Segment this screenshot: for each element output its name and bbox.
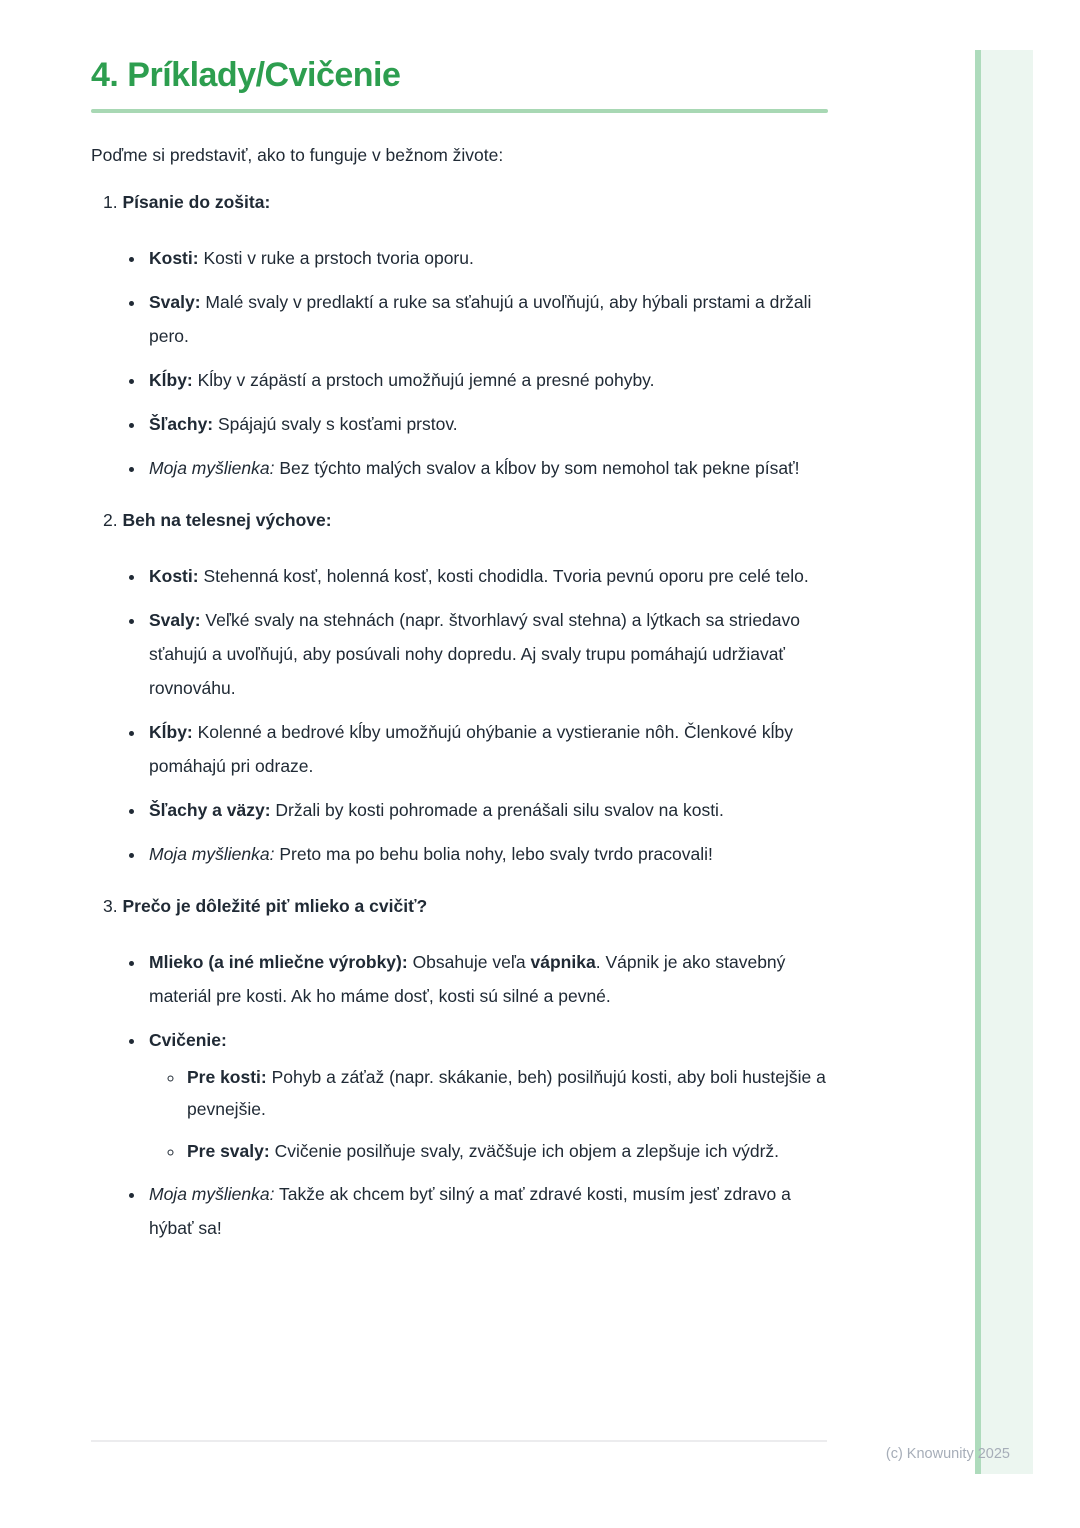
section-number: 1. (103, 192, 118, 212)
list-item: • Šľachy a väzy: Držali by kosti pohromade a prenášali silu svalov na kosti. (146, 793, 828, 827)
section-milk-exercise (91, 893, 828, 1245)
copyright-text: (c) Knowunity 2025 (885, 1446, 1010, 1462)
list-item-thought: • Moja myšlienka: Preto ma po behu bolia nohy, lebo svaly tvrdo pracovali! (146, 837, 828, 871)
list-item: • Kĺby: Kolenné a bedrové kĺby umožňujú ohýbanie a vystieranie nôh. Členkové kĺby pomáhajú pri odraze. (146, 715, 828, 783)
sub-list-item: ◦ Pre svaly: Cvičenie posilňuje svaly, zväčšuje ich objem a zlepšuje ich výdrž. (185, 1135, 828, 1167)
page-title: 4. Príklady/Cvičenie (91, 56, 401, 94)
list-item-thought: • Moja myšlienka: Bez týchto malých svalov a kĺbov by som nemohol tak pekne písať! (146, 451, 828, 485)
footer-divider (91, 1440, 827, 1442)
title-underline (91, 109, 828, 113)
list-item: • Kosti: Stehenná kosť, holenná kosť, kosti chodidla. Tvoria pevnú oporu pre celé telo. (146, 559, 828, 593)
list-item: • Kĺby: Kĺby v zápästí a prstoch umožňujú jemné a presné pohyby. (146, 363, 828, 397)
section-title: Prečo je dôležité piť mlieko a cvičiť? (122, 896, 428, 916)
list-item: • Cvičenie: ◦ Pre kosti: Pohyb a záťaž (napr. skákanie, beh) posilňujú kosti, aby boli hustejšie a pevnejšie. ◦ Pre svaly: Cvičenie posilňuje svaly, zväčšuje ich objem a zlepšuje ich výdrž. (146, 1023, 828, 1167)
document-content (91, 0, 828, 1245)
list-item: • Svaly: Malé svaly v predlaktí a ruke sa sťahujú a uvoľňujú, aby hýbali prstami a držali pero. (146, 285, 828, 353)
section-heading (103, 507, 828, 533)
section-writing (91, 189, 828, 485)
page-accent-strip (975, 50, 1033, 1474)
section-heading (103, 189, 828, 215)
section-title: Písanie do zošita: (122, 192, 271, 212)
list-item: • Kosti: Kosti v ruke a prstoch tvoria oporu. (146, 241, 828, 275)
section-number: 2. (103, 510, 118, 530)
sub-bullet-list (149, 1061, 828, 1167)
bullet-list (91, 241, 828, 485)
intro-paragraph: Poďme si predstaviť, ako to funguje v bežnom živote: (91, 145, 504, 165)
section-number: 3. (103, 896, 118, 916)
list-item: • Svaly: Veľké svaly na stehnách (napr. štvorhlavý sval stehna) a lýtkach sa striedavo sťahujú a uvoľňujú, aby posúvali nohy dopredu. Aj svaly trupu pomáhajú udržiavať rovnováhu. (146, 603, 828, 705)
sub-list-item: ◦ Pre kosti: Pohyb a záťaž (napr. skákanie, beh) posilňujú kosti, aby boli hustejšie a pevnejšie. (185, 1061, 828, 1125)
section-running (91, 507, 828, 871)
list-item: • Mlieko (a iné mliečne výrobky): Obsahuje veľa vápnika. Vápnik je ako stavebný materiál pre kosti. Ak ho máme dosť, kosti sú silné a pevné. (146, 945, 828, 1013)
list-item: • Šľachy: Spájajú svaly s kosťami prstov. (146, 407, 828, 441)
section-heading (103, 893, 828, 919)
section-title: Beh na telesnej výchove: (122, 510, 332, 530)
bullet-list (91, 945, 828, 1245)
bullet-list (91, 559, 828, 871)
list-item-thought: • Moja myšlienka: Takže ak chcem byť silný a mať zdravé kosti, musím jesť zdravo a hýbať sa! (146, 1177, 828, 1245)
